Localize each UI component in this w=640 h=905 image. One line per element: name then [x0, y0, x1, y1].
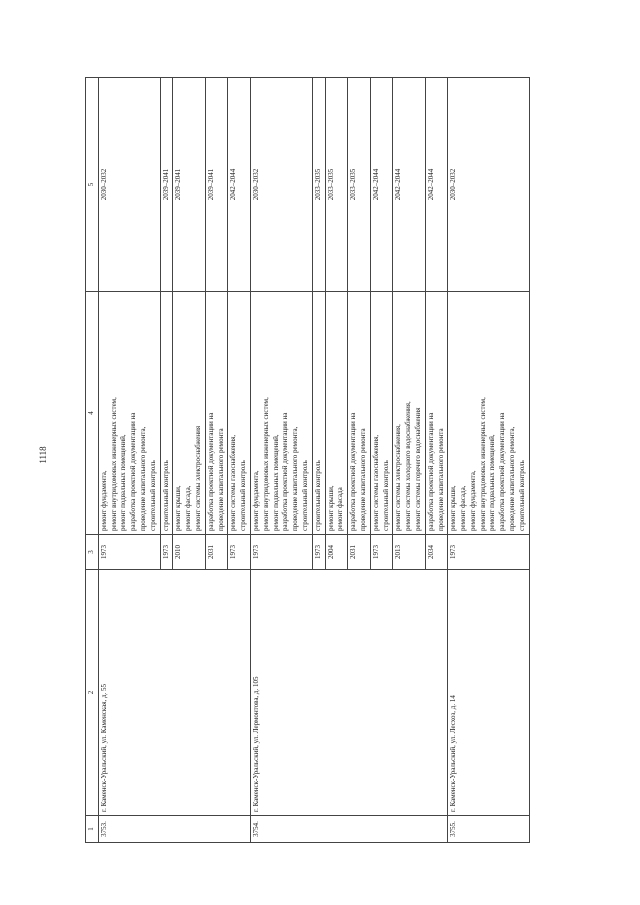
base-year: 2013 [393, 535, 425, 570]
work-line: проведение капитального ремонта, [138, 426, 147, 531]
work-types [370, 292, 393, 535]
work-line: ремонт фундамента, [251, 470, 260, 531]
house-address: г. Каменск-Уральский, ул. Лесхоз, д. 14 [448, 570, 529, 816]
work-types [228, 292, 251, 535]
column-number: 3 [86, 535, 99, 570]
planned-period: 2039–2041 [160, 78, 173, 292]
work-types [448, 292, 529, 535]
work-types [205, 292, 228, 535]
work-types [425, 292, 448, 535]
work-line: разработка проектной документации на [498, 412, 507, 531]
work-types [250, 292, 312, 535]
work-line: ремонт подвальных помещений, [271, 434, 280, 531]
work-line: проведение капитального ремонта, [291, 426, 300, 531]
house-number: 3754. [250, 816, 447, 843]
planned-period: 2039–2041 [205, 78, 228, 292]
page-number: 1118 [38, 446, 48, 464]
work-line: разработка проектной документации на [129, 412, 138, 531]
work-line: ремонт системы электроснабжения [193, 425, 202, 531]
work-line: ремонт фасада, [459, 485, 468, 531]
table-row [250, 78, 312, 843]
work-line: строительный контроль [313, 460, 322, 531]
work-line: строительный контроль [161, 460, 170, 531]
house-number: 3753. [98, 816, 250, 843]
planned-period: 2042–2044 [393, 78, 425, 292]
work-line: ремонт крыши, [449, 485, 458, 531]
work-line: ремонт фундамента, [468, 470, 477, 531]
work-line: строительный контроль [300, 460, 309, 531]
work-line: ремонт фундамента, [99, 470, 108, 531]
work-types [348, 292, 371, 535]
repair-schedule-table [85, 77, 530, 843]
work-line: проведение капитального ремонта [436, 428, 445, 531]
base-year: 1973 [228, 535, 251, 570]
column-number: 2 [86, 570, 99, 816]
work-line: строительный контроль [148, 460, 157, 531]
planned-period: 2033–2035 [348, 78, 371, 292]
base-year: 2031 [205, 535, 228, 570]
base-year: 1973 [250, 535, 312, 570]
base-year: 2010 [173, 535, 205, 570]
table-body [98, 78, 529, 843]
planned-period: 2030–2032 [448, 78, 529, 292]
work-line: ремонт фасада [336, 487, 345, 531]
work-line: строительный контроль [381, 460, 390, 531]
work-line: ремонт подвальных помещений, [119, 434, 128, 531]
work-line: ремонт системы газоснабжения, [371, 434, 380, 531]
work-line: ремонт внутридомовых инженерных систем, [109, 397, 118, 531]
work-line: разработка проектной документации на [426, 412, 435, 531]
base-year: 1973 [370, 535, 393, 570]
work-types [98, 292, 160, 535]
work-types [312, 292, 325, 535]
column-number-row [86, 78, 99, 843]
house-address: г. Каменск-Уральский, ул. Каменская, д. 55 [98, 570, 250, 816]
planned-period: 2039–2041 [173, 78, 205, 292]
work-line: ремонт системы холодного водоснабжения, [404, 401, 413, 531]
planned-period: 2042–2044 [425, 78, 448, 292]
work-line: ремонт внутридомовых инженерных систем, [261, 397, 270, 531]
work-line: ремонт подвальных помещений, [488, 434, 497, 531]
work-types [160, 292, 173, 535]
work-line: ремонт системы газоснабжения, [229, 434, 238, 531]
work-types [393, 292, 425, 535]
work-line: строительный контроль [239, 460, 248, 531]
work-line: проведение капитального ремонта [216, 428, 225, 531]
column-number: 5 [86, 78, 99, 292]
work-line: ремонт крыши, [326, 485, 335, 531]
house-number: 3755. [448, 816, 529, 843]
column-number: 4 [86, 292, 99, 535]
base-year: 1973 [448, 535, 529, 570]
planned-period: 2042–2044 [370, 78, 393, 292]
work-line: ремонт внутридомовых инженерных систем, [478, 397, 487, 531]
work-line: ремонт крыши, [174, 485, 183, 531]
base-year: 1973 [98, 535, 160, 570]
table-row [448, 78, 529, 843]
base-year: 1973 [160, 535, 173, 570]
work-line: строительный контроль [517, 460, 526, 531]
work-types [325, 292, 348, 535]
house-address: г. Каменск-Уральский, ул. Лермонтова, д. 105 [250, 570, 447, 816]
table-row [98, 78, 160, 843]
planned-period: 2033–2035 [325, 78, 348, 292]
base-year: 1973 [312, 535, 325, 570]
planned-period: 2030–2032 [98, 78, 160, 292]
base-year: 2034 [425, 535, 448, 570]
base-year: 2004 [325, 535, 348, 570]
work-line: проведение капитального ремонта [358, 428, 367, 531]
base-year: 2031 [348, 535, 371, 570]
work-line: ремонт системы электроснабжения, [394, 424, 403, 531]
work-line: ремонт системы горячего водоснабжения [413, 407, 422, 531]
work-line: проведение капитального ремонта, [508, 426, 517, 531]
planned-period: 2042–2044 [228, 78, 251, 292]
planned-period: 2030–2032 [250, 78, 312, 292]
column-number: 1 [86, 816, 99, 843]
work-line: разработка проектной документации на [281, 412, 290, 531]
rotated-table-wrapper [85, 78, 585, 843]
work-types [173, 292, 205, 535]
planned-period: 2033–2035 [312, 78, 325, 292]
work-line: разработка проектной документации на [206, 412, 215, 531]
work-line: ремонт фасада, [184, 485, 193, 531]
work-line: разработка проектной документации на [349, 412, 358, 531]
